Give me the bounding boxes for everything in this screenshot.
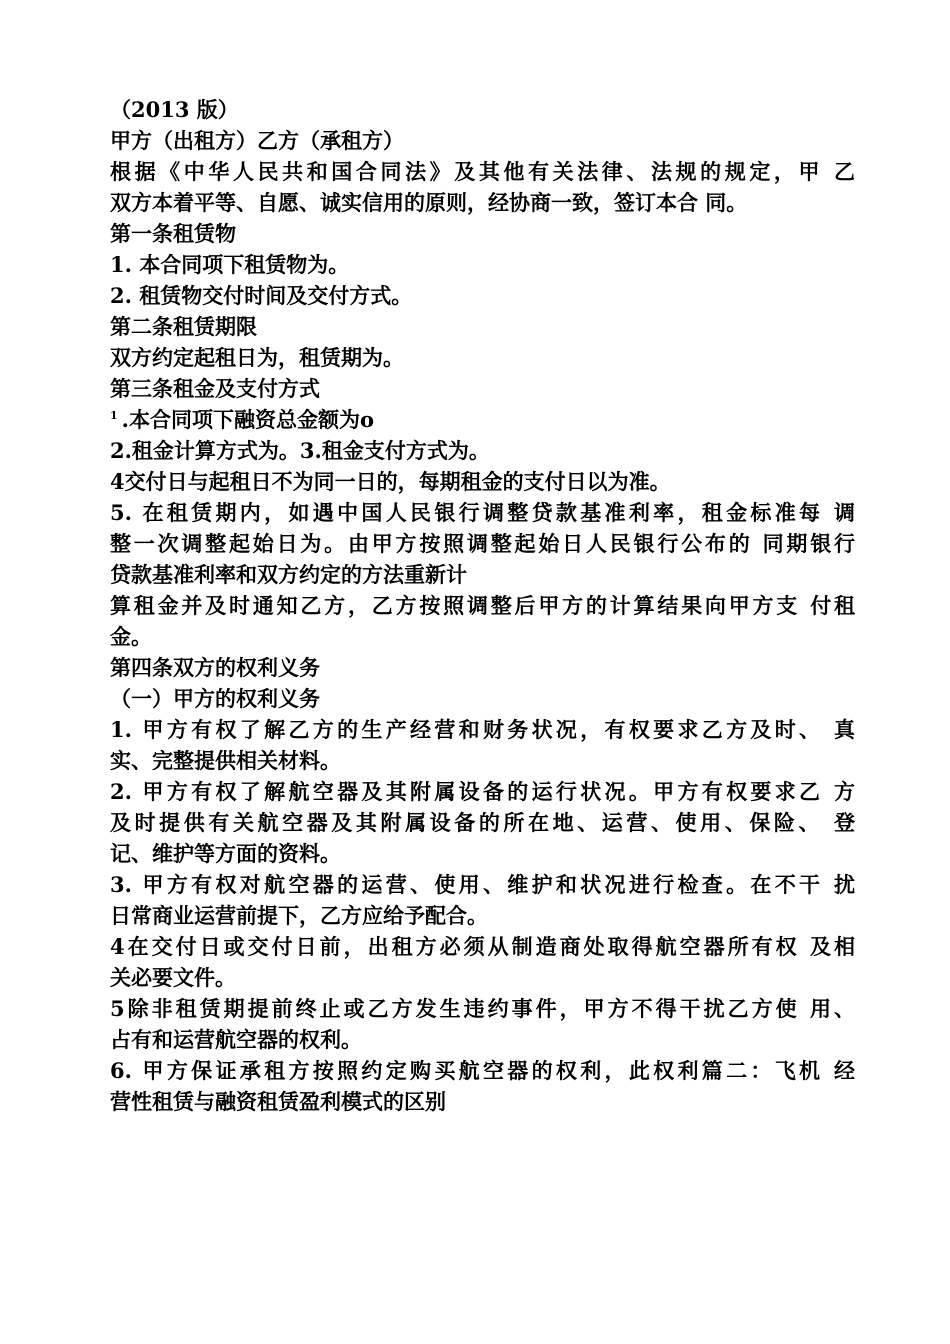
text-line <box>110 156 855 187</box>
text-line <box>110 187 855 218</box>
text-line <box>110 962 855 993</box>
text-line <box>110 559 855 590</box>
text-line-content: 2. 甲方有权了解航空器及其附属设备的运行状况。甲方有权要求乙 方 <box>110 779 855 804</box>
text-line-content: 2.租金计算方式为。3.租金支付方式为。 <box>110 438 490 463</box>
text-line <box>110 993 855 1024</box>
text-line-content: 整一次调整起始日为。由甲方按照调整起始日人民银行公布的 同期银行 <box>110 531 855 556</box>
text-line-content: 4在交付日或交付日前，出租方必须从制造商处取得航空器所有权 及相 <box>110 934 855 959</box>
text-line <box>110 621 855 652</box>
text-line-content: 6. 甲方保证承租方按照约定购买航空器的权利，此权利篇二：飞机 经 <box>110 1058 855 1083</box>
text-line <box>110 683 855 714</box>
text-line-content: 第二条租赁期限 <box>110 314 257 339</box>
text-line <box>110 435 855 466</box>
text-line <box>110 94 855 125</box>
text-line-content: 占有和运营航空器的权利。 <box>110 1027 362 1052</box>
text-line-content: 第一条租赁物 <box>110 221 236 246</box>
text-line-content: 贷款基准利率和双方约定的方法重新计 <box>110 562 467 587</box>
text-line-content: 第三条租金及支付方式 <box>110 376 320 401</box>
text-line <box>110 714 855 745</box>
text-line <box>110 776 855 807</box>
text-line <box>110 373 855 404</box>
text-line <box>110 869 855 900</box>
text-line <box>110 342 855 373</box>
text-line <box>110 280 855 311</box>
document-page <box>110 94 855 1117</box>
text-line-content: 算租金并及时通知乙方，乙方按照调整后甲方的计算结果向甲方支 付租 <box>110 593 855 618</box>
text-line-content: 1. 甲方有权了解乙方的生产经营和财务状况，有权要求乙方及时、 真 <box>110 717 855 742</box>
text-line <box>110 900 855 931</box>
text-line-content: 金。 <box>110 624 152 649</box>
text-line-content: 5除非租赁期提前终止或乙方发生违约事件，甲方不得干扰乙方使 用、 <box>110 996 855 1021</box>
text-line <box>110 745 855 776</box>
text-line <box>110 466 855 497</box>
text-line <box>110 249 855 280</box>
footnote-marker: 1 <box>110 409 118 422</box>
text-line-content: 双方本着平等、自愿、诚实信用的原则，经协商一致，签订本合 同。 <box>110 190 748 215</box>
text-line <box>110 404 855 435</box>
text-line-content: 双方约定起租日为，租赁期为。 <box>110 345 404 370</box>
text-line <box>110 931 855 962</box>
text-line <box>110 652 855 683</box>
text-line <box>110 528 855 559</box>
text-line <box>110 218 855 249</box>
text-line <box>110 1086 855 1117</box>
text-line-content: （一）甲方的权利义务 <box>110 686 320 711</box>
text-line-content: 及时提供有关航空器及其附属设备的所在地、运营、使用、保险、 登 <box>110 810 855 835</box>
text-line-content: 根据《中华人民共和国合同法》及其他有关法律、法规的规定，甲 乙 <box>110 159 855 184</box>
text-line-content: （2013 版） <box>110 97 239 122</box>
text-line-content: .本合同项下融资总金额为o <box>121 407 374 432</box>
text-line <box>110 1055 855 1086</box>
text-line-content: 记、维护等方面的资料。 <box>110 841 341 866</box>
text-line <box>110 590 855 621</box>
text-line <box>110 1024 855 1055</box>
text-line-content: 营性租赁与融资租赁盈利模式的区别 <box>110 1089 446 1114</box>
text-line-content: 关必要文件。 <box>110 965 236 990</box>
text-line-content: 第四条双方的权利义务 <box>110 655 320 680</box>
text-line-content: 4交付日与起租日不为同一日的，每期租金的支付日以为准。 <box>110 469 671 494</box>
text-line <box>110 807 855 838</box>
text-line-content: 日常商业运营前提下，乙方应给予配合。 <box>110 903 488 928</box>
text-line-content: 3. 甲方有权对航空器的运营、使用、维护和状况进行检查。在不干 扰 <box>110 872 855 897</box>
text-line <box>110 497 855 528</box>
text-line <box>110 838 855 869</box>
text-line <box>110 125 855 156</box>
text-line-content: 甲方（出租方）乙方（承租方） <box>110 128 404 153</box>
text-line-content: 实、完整提供相关材料。 <box>110 748 341 773</box>
text-line-content: 5. 在租赁期内，如遇中国人民银行调整贷款基准利率，租金标准每 调 <box>110 500 855 525</box>
text-line-content: 1. 本合同项下租赁物为。 <box>110 252 350 277</box>
text-line-content: 2. 租赁物交付时间及交付方式。 <box>110 283 413 308</box>
text-line <box>110 311 855 342</box>
